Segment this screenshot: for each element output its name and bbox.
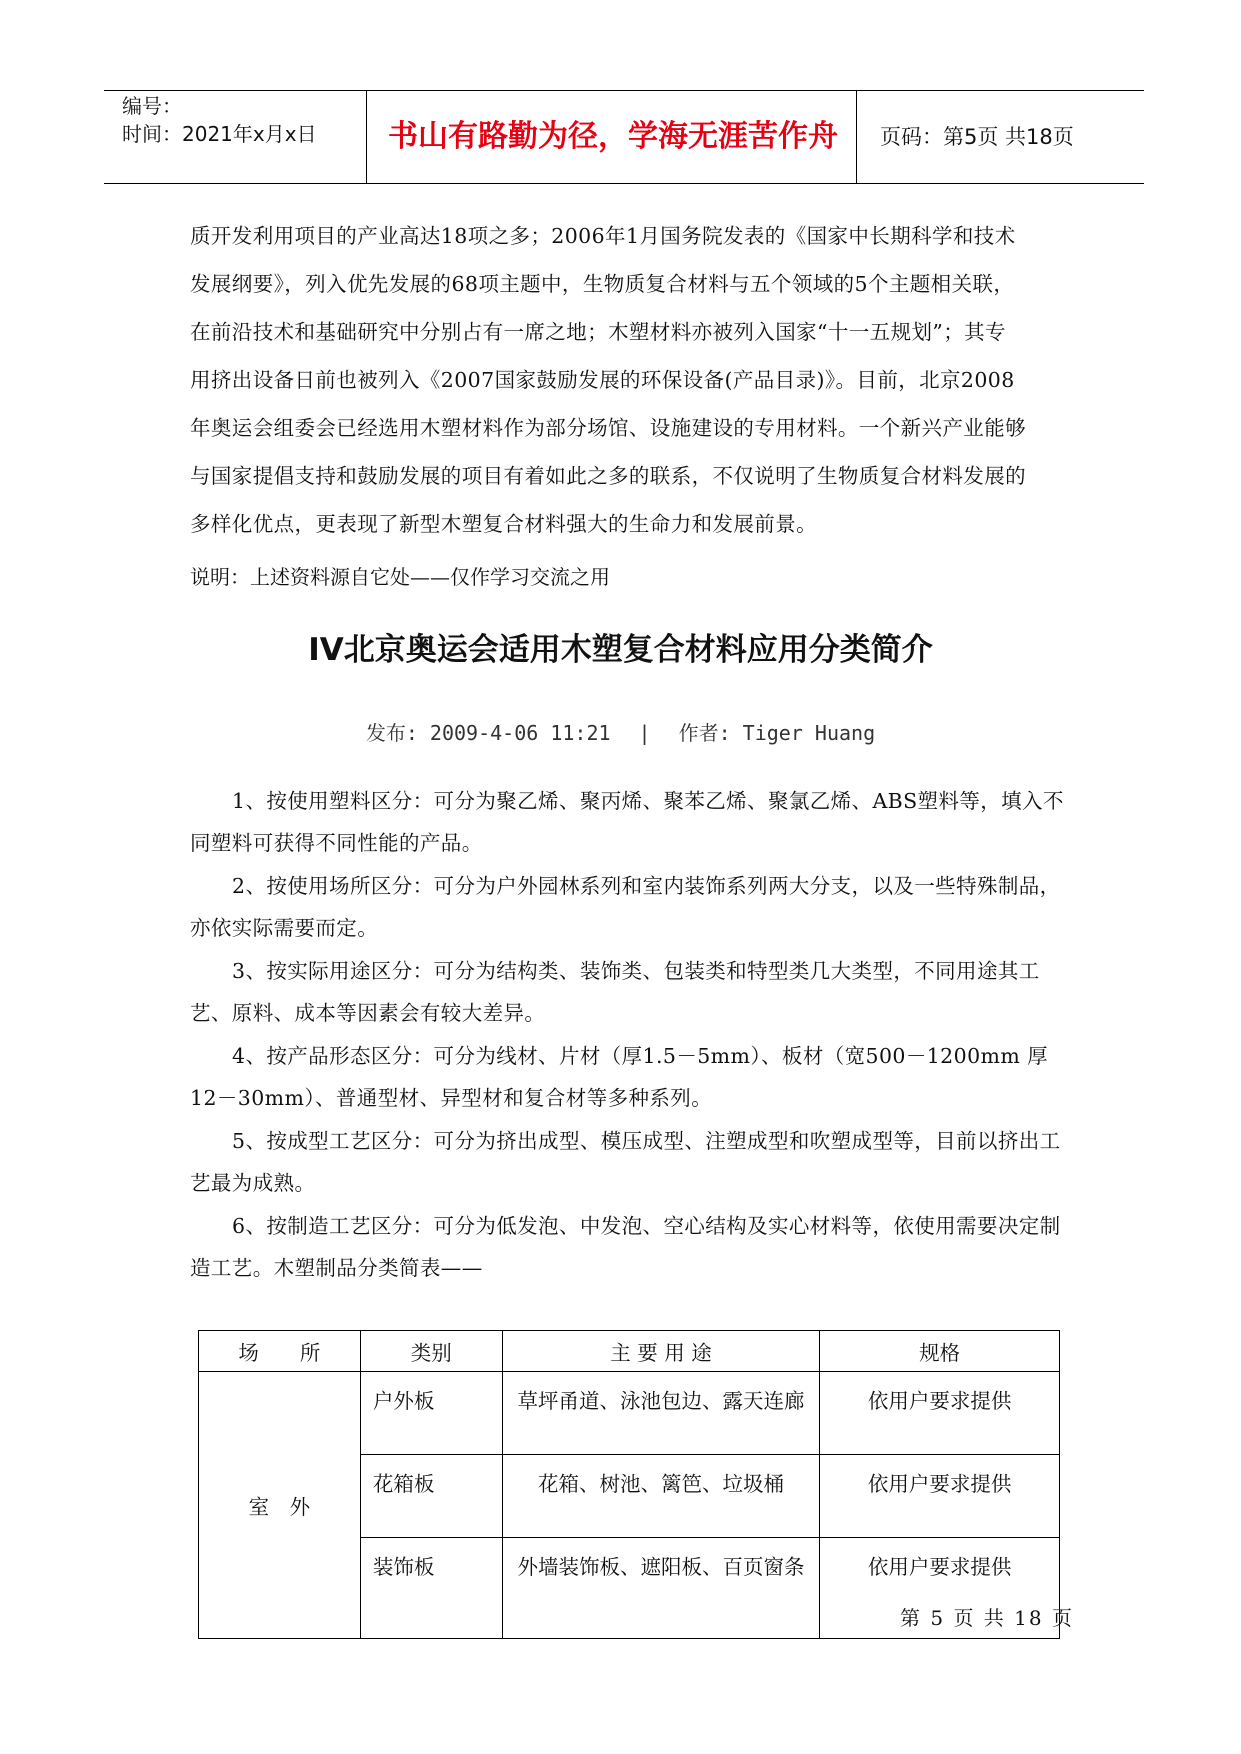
classification-list [190,780,1070,1290]
use-cell: 花箱、树池、篱笆、垃圾桶 [502,1455,820,1538]
spec-cell: 依用户要求提供 [820,1455,1060,1538]
paragraph-line: 年奥运会组委会已经选用木塑材料作为部分场馆、设施建设的专用材料。一个新兴产业能够 [190,416,1026,440]
paragraph-line: 多样化优点，更表现了新型木塑复合材料强大的生命力和发展前景。 [190,512,817,536]
paragraph-line: 与国家提倡支持和鼓励发展的项目有着如此之多的联系，不仅说明了生物质复合材料发展的 [190,464,1026,488]
author: 作者: Tiger Huang [678,721,876,745]
number-label: 编号： [122,94,182,118]
time-label: 时间：2021年x月x日 [122,122,317,146]
paragraph-line: 发展纲要》，列入优先发展的68项主题中，生物质复合材料与五个领域的5个主题相关联， [190,272,1015,296]
header-motto: 书山有路勤为径，学海无涯苦作舟 [388,119,838,154]
meta-separator: | [638,721,651,745]
spec-cell: 依用户要求提供 [820,1538,1060,1639]
paragraph-line: 用挤出设备日前也被列入《2007国家鼓励发展的环保设备(产品目录)》。目前，北京2008 [190,368,1015,392]
header-divider [366,91,367,183]
body-paragraph [190,212,1070,548]
list-item: 1、按使用塑料区分：可分为聚乙烯、聚丙烯、聚苯乙烯、聚氯乙烯、ABS塑料等，填入不同塑料可获得不同性能的产品。 [190,789,1064,855]
header-divider [856,91,857,183]
column-header-spec: 规格 [820,1331,1060,1372]
column-header-place: 场 所 [199,1331,361,1372]
article-meta [0,713,1241,753]
list-item: 2、按使用场所区分：可分为户外园林系列和室内装饰系列两大分支，以及一些特殊制品，亦依实际需要而定。 [190,874,1061,940]
article-title: IV北京奥运会适用木塑复合材料应用分类简介 [308,632,933,668]
use-cell: 外墙装饰板、遮阳板、百页窗条 [502,1538,820,1639]
paragraph-line: 在前沿技术和基础研究中分别占有一席之地；木塑材料亦被列入国家“十一五规划”；其专 [190,320,1006,344]
classification-table [198,1330,1060,1639]
source-note: 说明：上述资料源自它处——仅作学习交流之用 [190,565,610,589]
table-header-row [199,1331,1060,1372]
header-page-number: 页码：第5页 共18页 [880,125,1074,149]
header-meta [116,91,378,183]
list-item: 3、按实际用途区分：可分为结构类、装饰类、包装类和特型类几大类型，不同用途其工艺、原料、成本等因素会有较大差异。 [190,959,1040,1025]
publish-date: 发布: 2009-4-06 11:21 [365,721,611,745]
table-row [199,1372,1060,1455]
spec-cell: 依用户要求提供 [820,1372,1060,1455]
column-header-type: 类别 [360,1331,502,1372]
type-cell: 户外板 [360,1372,502,1455]
page-footer: 第 5 页 共 18 页 [900,1606,1074,1630]
column-header-use: 主 要 用 途 [502,1331,820,1372]
type-cell: 装饰板 [360,1538,502,1639]
use-cell: 草坪甬道、泳池包边、露天连廊 [502,1372,820,1455]
list-item: 4、按产品形态区分：可分为线材、片材（厚1.5－5mm）、板材（宽500－1200mm 厚12－30mm）、普通型材、异型材和复合材等多种系列。 [190,1044,1049,1110]
list-item: 6、按制造工艺区分：可分为低发泡、中发泡、空心结构及实心材料等，依使用需要决定制造工艺。木塑制品分类简表—— [190,1214,1061,1280]
page-header [104,90,1144,184]
place-cell: 室 外 [199,1372,361,1639]
paragraph-line: 质开发利用项目的产业高达18项之多；2006年1月国务院发表的《国家中长期科学和技术 [190,224,1016,248]
type-cell: 花箱板 [360,1455,502,1538]
list-item: 5、按成型工艺区分：可分为挤出成型、模压成型、注塑成型和吹塑成型等，目前以挤出工艺最为成熟。 [190,1129,1061,1195]
